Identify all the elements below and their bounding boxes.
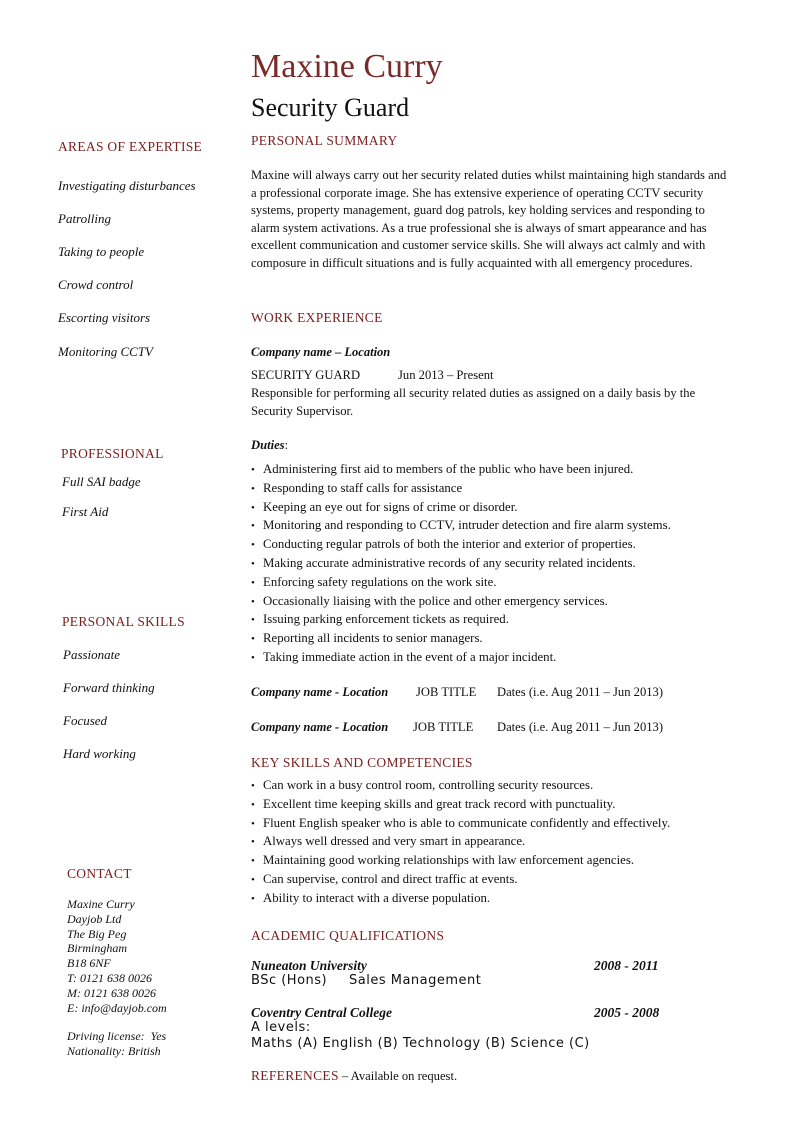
expertise-item: Monitoring CCTV (58, 344, 153, 359)
personal-skill-item: Focused (63, 713, 108, 728)
experience-heading: WORK EXPERIENCE (251, 310, 383, 325)
duties-label-colon: : (284, 438, 289, 452)
contact-email: E: info@dayjob.com (67, 1000, 167, 1015)
professional-item: Full SAI badge (62, 474, 141, 489)
a-levels-label: A levels: (251, 1020, 311, 1035)
professional-item: First Aid (62, 504, 109, 519)
personal-skills-heading: PERSONAL SKILLS (62, 614, 185, 629)
contact-line: Birmingham (67, 941, 127, 956)
contact-block (67, 897, 237, 1059)
expertise-item: Investigating disturbances (58, 178, 196, 193)
expertise-item: Crowd control (58, 277, 134, 292)
key-skills-heading: KEY SKILLS AND COMPETENCIES (251, 755, 473, 770)
duty-item: • Keeping an eye out for signs of crime or disorder. (251, 499, 671, 518)
duty-item: • Issuing parking enforcement tickets as required. (251, 611, 671, 630)
contact-mobile: M: 0121 638 0026 (67, 985, 156, 1000)
duty-item: • Enforcing safety regulations on the work site. (251, 574, 671, 593)
company-location: Company name – Location (251, 345, 391, 359)
contact-heading: CONTACT (67, 866, 132, 881)
personal-skill-item: Hard working (63, 746, 136, 761)
role-dates: Jun 2013 – Present (398, 368, 494, 382)
a-levels-subjects: Maths (A) English (B) Technology (B) Science (C) (251, 1036, 590, 1051)
role-title: JOB TITLE (416, 685, 477, 699)
contact-line: Dayjob Ltd (67, 911, 122, 926)
key-skill-item: • Can work in a busy control room, controlling security resources. (251, 777, 670, 796)
company-location: Company name - Location (251, 720, 389, 734)
school-years: 2005 - 2008 (594, 1005, 660, 1020)
contact-line: The Big Peg (67, 926, 127, 941)
role-title: SECURITY GUARD (251, 368, 361, 382)
duty-item: • Occasionally liaising with the police and other emergency services. (251, 593, 671, 612)
professional-heading: PROFESSIONAL (61, 446, 164, 461)
key-skills-list (251, 777, 670, 909)
expertise-heading: AREAS OF EXPERTISE (58, 139, 203, 154)
key-skill-item: • Always well dressed and very smart in appearance. (251, 833, 670, 852)
role-dates: Dates (i.e. Aug 2011 – Jun 2013) (497, 720, 664, 734)
school-name: Nuneaton University (251, 958, 367, 973)
degree-subject: Sales Management (349, 973, 482, 988)
role-description: Responsible for performing all security related duties as assigned on a daily basis by the Security Supervisor. (251, 386, 696, 418)
duty-item: • Making accurate administrative records of any security related incidents. (251, 555, 671, 574)
personal-skill-item: Passionate (63, 647, 121, 662)
degree: BSc (Hons) (251, 973, 328, 988)
personal-skill-item: Forward thinking (63, 680, 155, 695)
school-years: 2008 - 2011 (594, 958, 659, 973)
expertise-item: Patrolling (58, 211, 111, 226)
contact-line: B18 6NF (67, 956, 111, 971)
duty-item: • Conducting regular patrols of both the interior and exterior of properties. (251, 536, 671, 555)
education-heading: ACADEMIC QUALIFICATIONS (251, 928, 445, 943)
duty-item: • Monitoring and responding to CCTV, intruder detection and fire alarm systems. (251, 517, 671, 536)
expertise-item: Taking to people (58, 244, 145, 259)
contact-phone: T: 0121 638 0026 (67, 970, 153, 985)
driving-license: Driving license: Yes (67, 1029, 167, 1044)
role-dates: Dates (i.e. Aug 2011 – Jun 2013) (497, 685, 664, 699)
key-skill-item: • Can supervise, control and direct traffic at events. (251, 871, 670, 890)
references-line (251, 1067, 457, 1085)
role-title: JOB TITLE (413, 720, 474, 734)
nationality: Nationality: British (67, 1044, 161, 1059)
duties-list (251, 461, 671, 668)
company-location: Company name - Location (251, 685, 389, 699)
key-skill-item: • Ability to interact with a diverse population. (251, 890, 670, 909)
duties-label (251, 438, 288, 453)
references-heading: REFERENCES (251, 1068, 339, 1083)
contact-line: Maxine Curry (67, 897, 135, 911)
key-skill-item: • Excellent time keeping skills and great track record with punctuality. (251, 796, 670, 815)
duty-item: • Taking immediate action in the event of a major incident. (251, 649, 671, 668)
expertise-item: Escorting visitors (58, 310, 151, 325)
duties-label-text: Duties (251, 438, 285, 452)
key-skill-item: • Maintaining good working relationships with law enforcement agencies. (251, 852, 670, 871)
job-title: Security Guard (251, 93, 410, 122)
duty-item: • Responding to staff calls for assistance (251, 480, 671, 499)
school-name: Coventry Central College (251, 1005, 392, 1020)
duty-item: • Reporting all incidents to senior managers. (251, 630, 671, 649)
key-skill-item: • Fluent English speaker who is able to communicate confidently and effectively. (251, 815, 670, 834)
candidate-name: Maxine Curry (251, 48, 443, 85)
summary-heading: PERSONAL SUMMARY (251, 133, 398, 148)
summary-text: Maxine will always carry out her security related duties whilst maintaining high standards and a professional corporate image. She has extensive experience of operating CCTV security systems, property management, guard dog patrols, key holding services and responding to alarm system activations. As a true professional she is always of smart appearance and has excellent communication and customer service skills. She will always act calmly and with composure in difficult situations and is fully acquainted with all emergency procedures. (251, 168, 727, 270)
references-text: – Available on request. (338, 1069, 458, 1083)
duty-item: • Administering first aid to members of the public who have been injured. (251, 461, 671, 480)
